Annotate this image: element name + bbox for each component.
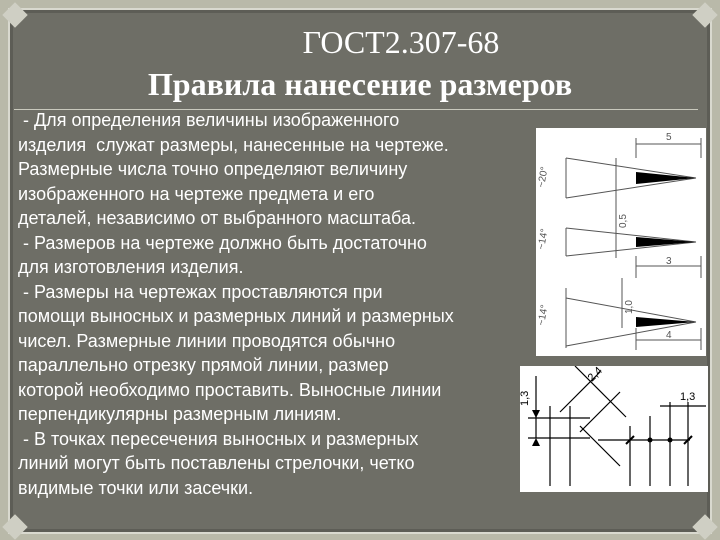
slide-body-text (18, 108, 538, 500)
fig2-label: 2,4 (585, 366, 605, 385)
frame-corner-ornament (2, 514, 27, 539)
body-text-line: для изготовления изделия. (18, 257, 244, 277)
fig2-label: 1,3 (520, 390, 531, 406)
body-text-line: изделия служат размеры, нанесенные на чертеже. (18, 134, 449, 155)
body-text-line: - В точках пересечения выносных и размерных (18, 428, 419, 449)
slide-title-gost: ГОСТ2.307-68 (302, 24, 500, 60)
body-text-line: которой необходимо проставить. Выносные линии (18, 379, 442, 400)
body-text-line: Размерные числа точно определяют величину (18, 159, 408, 179)
body-text-line: - Для определения величины изображенного (18, 110, 400, 130)
fig1-label: ~14° (536, 227, 551, 251)
arrow-dimension-figure (536, 128, 706, 356)
fig1-label: 4 (666, 330, 672, 341)
fig1-label: 1,0 (624, 300, 635, 314)
fig1-label: 0,5 (618, 214, 629, 228)
body-text-line: изображенного на чертеже предмета и его (18, 183, 375, 204)
fig1-label: 5 (666, 132, 672, 143)
body-text-line: - Размеров на чертеже должно быть достаточно (18, 232, 427, 253)
fig1-label: ~20° (536, 165, 551, 189)
fig2-label: 1,3 (680, 391, 696, 403)
body-text-line: чисел. Размерные линии проводятся обычно (18, 330, 396, 351)
arrow-dimension-drawing (536, 128, 706, 356)
body-text-line: деталей, независимо от выбранного масштаба. (18, 208, 416, 228)
body-text-line: перпендикулярны размерным линиям. (18, 404, 342, 424)
slide-title: Правила нанесение размеров (147, 66, 573, 102)
frame-corner-ornament (692, 514, 717, 539)
body-text-line: параллельно отрезку прямой линии, размер (18, 355, 389, 375)
tick-dimension-drawing (520, 366, 708, 492)
tick-dimension-figure (520, 366, 708, 492)
fig1-label: ~14° (536, 303, 551, 327)
body-text-line: - Размеры на чертежах проставляются при (18, 281, 383, 302)
body-text-line: линий могут быть поставлены стрелочки, четко (18, 453, 415, 473)
body-text-line: видимые точки или засечки. (18, 477, 254, 498)
fig1-label: 3 (666, 256, 672, 267)
body-text-line: помощи выносных и размерных линий и размерных (18, 306, 454, 326)
